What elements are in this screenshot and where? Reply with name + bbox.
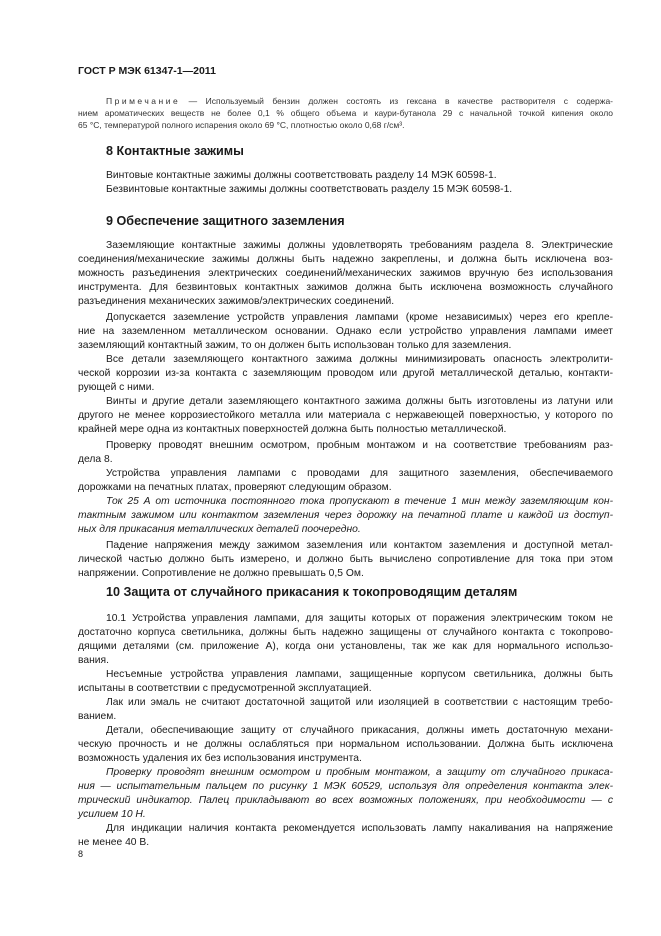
text-line: инструмента. Для безвинтовых контактных зажимов должна быть исключена возможность случайного — [78, 282, 613, 293]
text-line: Несъемные устройства управления лампами, защищенные корпусом светильника, должны быть — [106, 669, 613, 680]
paragraph — [78, 539, 613, 581]
text-line: Падение напряжения между зажимом заземления или контактом заземления и доступной метал- — [106, 540, 613, 551]
section-heading: 9 Обеспечение защитного заземления — [106, 214, 345, 228]
section-heading: 10 Защита от случайного прикасания к токопроводящим деталям — [106, 585, 518, 599]
note-line: 65 °С, температурой полного испарения около 69 °С, плотностью около 0,68 г/см³. — [78, 120, 405, 130]
text-line: другого не менее коррозиестойкого металла или материала с нержавеющей поверхностью, у которого по — [78, 410, 613, 421]
text-line: заземляющий контактный зажим, то он должен быть использован только для заземления. — [78, 340, 512, 351]
note-label: Примечание — [106, 96, 181, 106]
text-line: тактным зажимом или контактом заземления через дорожку на печатной плате и каждой из доступ- — [78, 510, 613, 521]
text-line: достаточно корпуса светильника, должны быть надежно защищены от случайного контакта с токопрово- — [78, 627, 613, 638]
paragraph — [78, 395, 613, 437]
text-line: Детали, обеспечивающие защиту от случайного прикасания, должны иметь достаточную механи- — [106, 725, 613, 736]
text-line: Лак или эмаль не считают достаточной защитой или изоляцией в соответствии с настоящим требо- — [106, 697, 613, 708]
text-line: Винтовые контактные зажимы должны соответствовать разделу 14 МЭК 60598-1. — [106, 170, 497, 181]
text-line: Проверку проводят внешним осмотром и пробным монтажом, а защиту от случайного прикаса- — [106, 767, 613, 778]
paragraph — [78, 724, 613, 766]
text-line: Безвинтовые контактные зажимы должны соответствовать разделу 15 МЭК 60598-1. — [106, 184, 513, 195]
text-line: испытаны в соответствии с предусмотренной эксплуатацией. — [78, 683, 372, 694]
text-line: дящими деталями (см. приложение А), когда они установлены, так же как для нормального использо- — [78, 641, 613, 652]
text-line: рующей с ними. — [78, 382, 155, 393]
paragraph — [78, 467, 613, 495]
text-line: трический индикатор. Палец прикладывают во всех возможных положениях, при необходимости — с — [78, 795, 613, 806]
paragraph — [78, 169, 613, 183]
text-line: разъединения механических зажимов/электрических соединений. — [78, 296, 395, 307]
paragraph — [78, 183, 613, 197]
text-line: вания. — [78, 655, 109, 666]
note-line: нием ароматических веществ не более 0,1 % общего объема и каури-бутанола 29 с начальной точкой кипения около — [78, 108, 613, 118]
document-header: ГОСТ Р МЭК 61347-1—2011 — [78, 65, 216, 77]
text-line: усилием 10 Н. — [78, 809, 146, 820]
text-line: дела 8. — [78, 454, 113, 465]
text-line: дорожками на печатных платах, проверяют следующим образом. — [78, 482, 392, 493]
paragraph — [78, 696, 613, 724]
note — [78, 95, 613, 131]
text-line: ческую прочность и не должны ослабляться при нормальном использовании. Должна быть исключена — [78, 739, 613, 750]
paragraph — [78, 668, 613, 696]
paragraph — [78, 612, 613, 668]
text-line: Ток 25 А от источника постоянного тока пропускают в течение 1 мин между заземляющим кон- — [106, 496, 613, 507]
paragraph — [78, 311, 613, 353]
text-line: ние на заземленном металлическом основании. Однако если устройство управления лампами имеет — [78, 326, 613, 337]
text-line: Для индикации наличия контакта рекомендуется использовать лампу накаливания на напряжение — [106, 823, 613, 834]
text-line: Все детали заземляющего контактного зажима должны минимизировать опасность электролити- — [106, 354, 613, 365]
text-line: соединения/механические зажимы должны быть надежно закреплены, и должна быть исключена воз- — [78, 254, 613, 265]
text-line: можность разъединения электрических соединений/механических зажимов вручную без использования — [78, 268, 613, 279]
section-heading: 8 Контактные зажимы — [106, 144, 244, 158]
paragraph — [78, 239, 613, 309]
text-line: возможность удаления их без использования инструмента. — [78, 753, 362, 764]
text-line: крайней мере одна из контактных поверхностей должна быть полностью металлической. — [78, 424, 507, 435]
page-number: 8 — [78, 849, 84, 859]
text-line: Заземляющие контактные зажимы должны удовлетворять требованиям раздела 8. Электрические — [106, 240, 613, 251]
text-line: 10.1 Устройства управления лампами, для защиты которых от поражения электрическим током не — [106, 613, 613, 624]
text-line: Допускается заземление устройств управления лампами (кроме независимых) через его крепле- — [106, 312, 613, 323]
text-line: ния — испытательным пальцем по рисунку 1 МЭК 60529, используя для определения контакта элек- — [78, 781, 613, 792]
text-line: Устройства управления лампами с проводами для защитного заземления, обеспечиваемого — [106, 468, 613, 479]
paragraph — [78, 439, 613, 467]
paragraph — [78, 353, 613, 395]
text-line: Проверку проводят внешним осмотром, пробным монтажом и на соответствие требованиям раз- — [106, 440, 613, 451]
paragraph — [78, 822, 613, 850]
paragraph — [78, 495, 613, 537]
text-line: напряжении. Сопротивление не должно превышать 0,5 Ом. — [78, 568, 364, 579]
text-line: лической частью должно быть измерено, и должно быть вычислено сопротивление для тока при этом — [78, 554, 613, 565]
note-line: Примечание — Используемый бензин должен состоять из гексана в качестве растворителя с содержа- — [106, 96, 613, 106]
text-line: ванием. — [78, 711, 117, 722]
text-line: ческой коррозии из-за контакта с заземляющим проводом или другой металлической деталью, контакти- — [78, 368, 613, 379]
text-line: не менее 40 В. — [78, 837, 150, 848]
paragraph — [78, 766, 613, 822]
text-line: Винты и другие детали заземляющего контактного зажима должны быть изготовлены из латуни или — [106, 396, 613, 407]
text-line: ных для прикасания металлических деталей поочередно. — [78, 524, 361, 535]
